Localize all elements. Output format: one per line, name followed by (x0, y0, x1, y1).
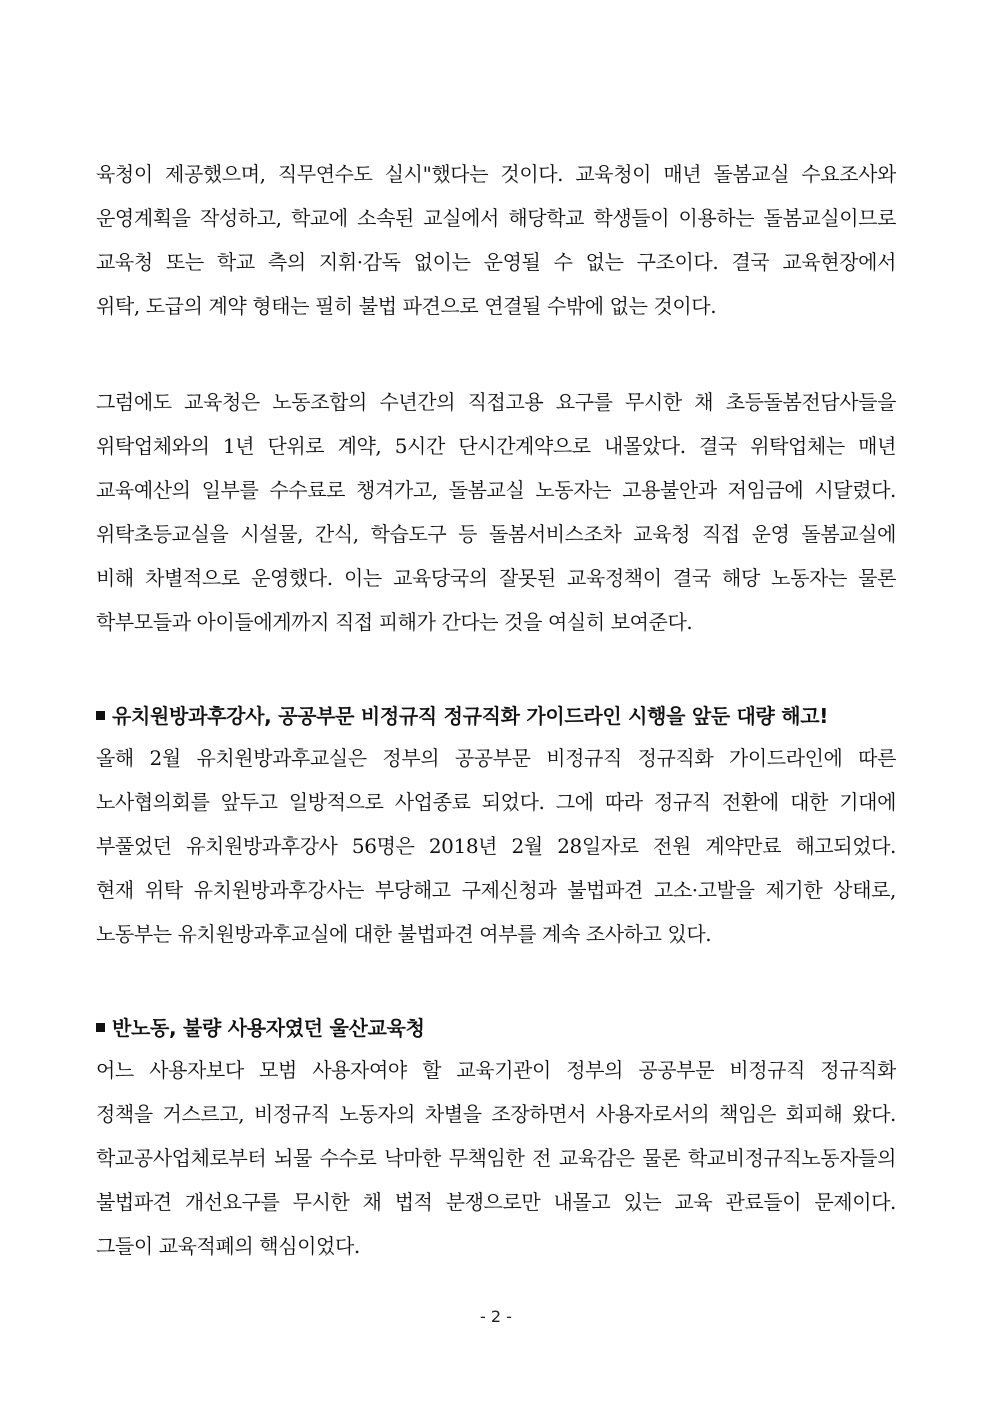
paragraph-line: 학부모들과 아이들에게까지 직접 피해가 간다는 것을 여실히 보여준다. (96, 610, 693, 634)
paragraph-line: 정책을 거스르고, 비정규직 노동자의 차별을 조장하면서 사용자로서의 책임은 회피해 왔다. (96, 1102, 896, 1126)
paragraph-spacer (96, 956, 896, 1008)
paragraph-line: 교육예산의 일부를 수수료로 챙겨가고, 돌봄교실 노동자는 고용불안과 저임금에 시달렸다. (96, 478, 896, 502)
paragraph-line: 비해 차별적으로 운영했다. 이는 교육당국의 잘못된 교육정책이 결국 해당 노동자는 물론 (96, 566, 896, 590)
paragraph-line: 운영계획을 작성하고, 학교에 소속된 교실에서 해당학교 학생들이 이용하는 돌봄교실이므로 (96, 206, 896, 230)
paragraph-line: 위탁, 도급의 계약 형태는 필히 불법 파견으로 연결될 수밖에 없는 것이다. (96, 294, 717, 318)
section-heading-text: 반노동, 불량 사용자였던 울산교육청 (112, 1016, 425, 1040)
paragraph-line: 그럼에도 교육청은 노동조합의 수년간의 직접고용 요구를 무시한 채 초등돌봄전담사들을 (96, 390, 896, 414)
paragraph-line: 부풀었던 유치원방과후강사 56명은 2018년 2월 28일자로 전원 계약만료 해고되었다. (96, 834, 896, 858)
paragraph-line: 학교공사업체로부터 뇌물 수수로 낙마한 무책임한 전 교육감은 물론 학교비정규직노동자들의 (96, 1146, 896, 1170)
paragraph-line: 현재 위탁 유치원방과후강사는 부당해고 구제신청과 불법파견 고소·고발을 제기한 상태로, (96, 878, 896, 902)
paragraph-line: 교육청 또는 학교 측의 지휘·감독 없이는 운영될 수 없는 구조이다. 결국 교육현장에서 (96, 250, 896, 274)
paragraph-line: 노사협의회를 앞두고 일방적으로 사업종료 되었다. 그에 따라 정규직 전환에 대한 기대에 (96, 790, 896, 814)
section-ulsan-education-office (96, 1008, 896, 1268)
paragraph-line: 위탁초등교실을 시설물, 간식, 학습도구 등 돌봄서비스조차 교육청 직접 운영 돌봄교실에 (96, 522, 896, 546)
paragraph-spacer (96, 328, 896, 380)
section-heading (96, 696, 896, 736)
square-bullet-icon (96, 1023, 105, 1032)
section-kindergarten-afterschool (96, 696, 896, 956)
paragraph-line: 어느 사용자보다 모범 사용자여야 할 교육기관이 정부의 공공부문 비정규직 정규직화 (96, 1058, 896, 1082)
paragraph-2 (96, 380, 896, 644)
section-heading-text: 유치원방과후강사, 공공부문 비정규직 정규직화 가이드라인 시행을 앞둔 대량 해고! (112, 704, 829, 728)
square-bullet-icon (96, 711, 105, 720)
section-heading (96, 1008, 896, 1048)
paragraph-line: 그들이 교육적폐의 핵심이었다. (96, 1234, 360, 1258)
paragraph-spacer (96, 644, 896, 696)
paragraph-1 (96, 152, 896, 328)
paragraph-line: 육청이 제공했으며, 직무연수도 실시"했다는 것이다. 교육청이 매년 돌봄교실 수요조사와 (96, 162, 896, 186)
page-number: - 2 - (480, 1307, 512, 1326)
paragraph-line: 위탁업체와의 1년 단위로 계약, 5시간 단시간계약으로 내몰았다. 결국 위탁업체는 매년 (96, 434, 896, 458)
document-body (96, 152, 896, 1268)
paragraph-line: 불법파견 개선요구를 무시한 채 법적 분쟁으로만 내몰고 있는 교육 관료들이 문제이다. (96, 1190, 896, 1214)
paragraph-line: 노동부는 유치원방과후교실에 대한 불법파견 여부를 계속 조사하고 있다. (96, 922, 712, 946)
paragraph-line: 올해 2월 유치원방과후교실은 정부의 공공부문 비정규직 정규직화 가이드라인에 따른 (96, 746, 896, 770)
